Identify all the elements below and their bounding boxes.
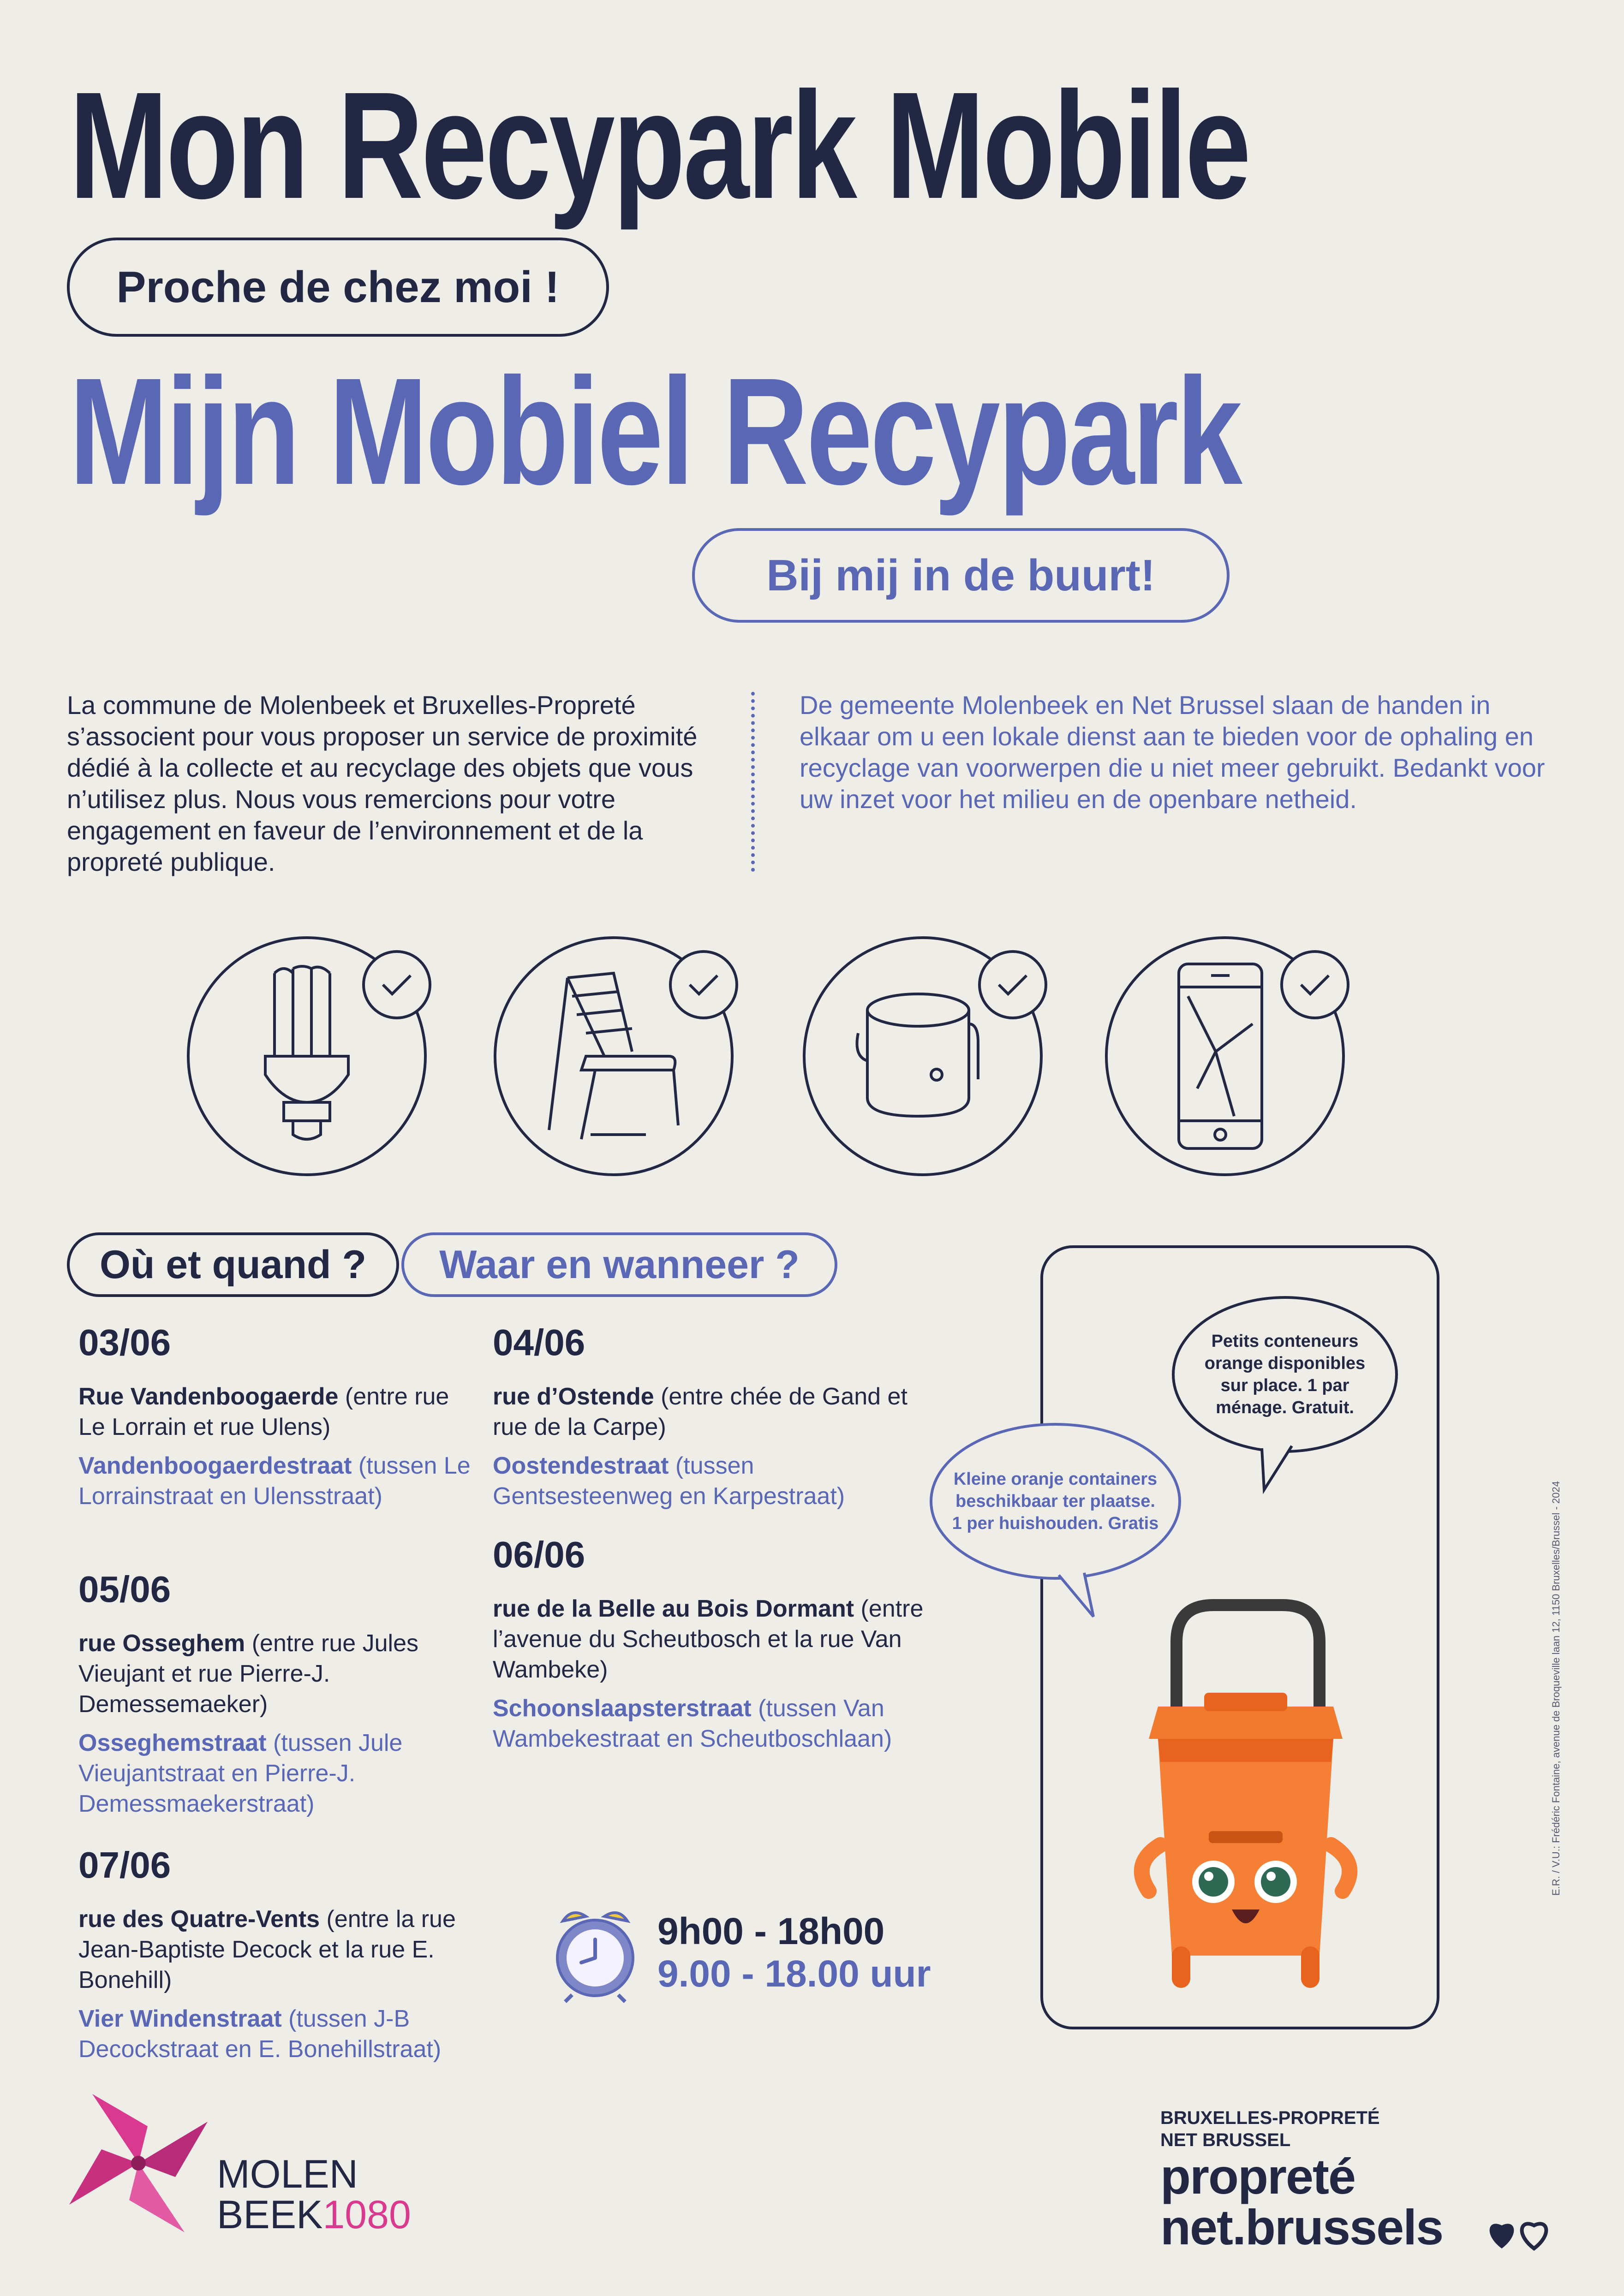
street-nl: Vier Windenstraat bbox=[78, 2005, 282, 2032]
street-fr: rue Osseghem bbox=[78, 1630, 245, 1657]
icon-paint-bucket bbox=[803, 936, 1043, 1176]
hearts-icon bbox=[1483, 2216, 1557, 2253]
molenbeek-line1: MOLEN bbox=[217, 2152, 358, 2196]
where-fr-pill: Où et quand ? bbox=[67, 1232, 399, 1297]
street-nl-detail: (tussen Van Wambekestraat en Scheutboschlaan) bbox=[493, 1695, 892, 1752]
street-fr: rue de la Belle au Bois Dormant bbox=[493, 1595, 854, 1622]
street-fr-detail: (entre rue Jules Vieujant et rue Pierre-J. Demessemaeker) bbox=[78, 1630, 418, 1718]
subtitle-fr-pill: Proche de chez moi ! bbox=[67, 238, 609, 337]
schedule-date: 06/06 bbox=[493, 1534, 585, 1575]
bp-logo-line2: NET BRUSSEL bbox=[1160, 2130, 1291, 2150]
phone-icon bbox=[1174, 959, 1266, 1153]
street-fr-detail: (entre l’avenue du Scheutbosch et la rue Van Wambeke) bbox=[493, 1595, 924, 1683]
street-nl: Schoonslaapsterstraat bbox=[493, 1695, 752, 1722]
check-icon bbox=[378, 969, 415, 1001]
bubble-tail bbox=[1260, 1444, 1296, 1494]
speech-bubble-fr: Petits conteneurs orange disponibles sur place. 1 par ménage. Gratuit. bbox=[1172, 1296, 1398, 1453]
title-fr: Mon Recypark Mobile bbox=[69, 60, 1249, 230]
bp-logo-line3: propreté bbox=[1160, 2148, 1355, 2204]
schedule-date: 05/06 bbox=[78, 1569, 171, 1610]
where-nl-pill: Waar en wanneer ? bbox=[401, 1232, 837, 1297]
schedule-item bbox=[493, 1321, 922, 1511]
bubble-tail bbox=[1057, 1570, 1098, 1621]
street-fr: rue d’Ostende bbox=[493, 1383, 654, 1410]
legal-mention: E.R. / V.U.: Frédéric Fontaine, avenue de Broqueville laan 12, 1150 Bruxelles/Brussel - 2024 bbox=[1550, 1481, 1562, 1896]
molenbeek-wordmark bbox=[217, 2154, 411, 2235]
subtitle-nl-pill: Bij mij in de buurt! bbox=[692, 528, 1230, 623]
orange-container-mascot bbox=[1116, 1587, 1375, 1993]
schedule-item bbox=[493, 1534, 945, 1754]
title-nl: Mijn Mobiel Recypark bbox=[69, 346, 1241, 516]
icon-light-bulb bbox=[187, 936, 427, 1176]
molenbeek-pinwheel-logo bbox=[65, 2089, 212, 2237]
street-fr-detail: (entre rue Le Lorrain et rue Ulens) bbox=[78, 1383, 449, 1440]
street-fr-detail: (entre la rue Jean-Baptiste Decock et la rue E. Bonehill) bbox=[78, 1906, 456, 1993]
molenbeek-line2: BEEK bbox=[217, 2193, 323, 2237]
hours-fr: 9h00 - 18h00 bbox=[657, 1910, 885, 1952]
intro-fr: La commune de Molenbeek et Bruxelles-Propreté s’associent pour vous proposer un service de proximité dédié à la collecte et au recyclage des objets que vous n’utilisez plus. Nous vous remercions pour votre engagement en faveur de l’environnement et de la propreté publique. bbox=[67, 690, 698, 876]
street-nl-detail: (tussen J-B Decockstraat en E. Bonehillstraat) bbox=[78, 2005, 442, 2063]
molenbeek-1080: 1080 bbox=[322, 2193, 411, 2237]
alarm-clock-icon bbox=[549, 1903, 641, 2004]
speech-bubble-nl: Kleine oranje containers beschikbaar ter plaatse. 1 per huishouden. Gratis bbox=[930, 1423, 1181, 1580]
street-nl: Vandenboogaerdestraat bbox=[78, 1452, 352, 1479]
street-nl-detail: (tussen Jule Vieujantstraat en Pierre-J. Demessmaekerstraat) bbox=[78, 1730, 403, 1817]
schedule-date: 03/06 bbox=[78, 1322, 171, 1363]
icon-chair bbox=[494, 936, 734, 1176]
street-nl: Oostendestraat bbox=[493, 1452, 669, 1479]
street-nl-detail: (tussen Gentsesteenweg en Karpestraat) bbox=[493, 1452, 845, 1510]
schedule-item bbox=[78, 1844, 484, 2064]
street-nl: Osseghemstraat bbox=[78, 1730, 267, 1756]
check-icon bbox=[994, 969, 1031, 1001]
bp-logo-line4: net.brussels bbox=[1160, 2199, 1443, 2255]
intro-nl: De gemeente Molenbeek en Net Brussel slaan de handen in elkaar om u een lokale dienst aan te bieden voor de ophaling en recyclage van voorwerpen die u niet meer gebruikt. Bedankt voor uw inzet voor het milieu en de openbare netheid. bbox=[800, 690, 1545, 814]
schedule-item bbox=[78, 1321, 475, 1511]
intro-divider bbox=[751, 692, 755, 872]
bp-logo-line1: BRUXELLES-PROPRETÉ bbox=[1160, 2108, 1380, 2128]
street-fr: rue des Quatre-Vents bbox=[78, 1906, 320, 1933]
check-icon bbox=[1296, 969, 1333, 1001]
street-fr: Rue Vandenboogaerde bbox=[78, 1383, 339, 1410]
street-fr-detail: (entre chée de Gand et rue de la Carpe) bbox=[493, 1383, 908, 1440]
chair-icon bbox=[540, 969, 687, 1153]
icon-phone bbox=[1105, 936, 1345, 1176]
light-bulb-icon bbox=[256, 964, 358, 1148]
check-icon bbox=[685, 969, 722, 1001]
paint-bucket-icon bbox=[854, 982, 992, 1130]
schedule-item bbox=[78, 1568, 475, 1819]
schedule-date: 04/06 bbox=[493, 1322, 585, 1363]
street-nl-detail: (tussen Le Lorrainstraat en Ulensstraat) bbox=[78, 1452, 471, 1510]
bp-logo bbox=[1160, 2107, 1443, 2253]
hours-nl: 9.00 - 18.00 uur bbox=[657, 1953, 931, 1995]
schedule-date: 07/06 bbox=[78, 1844, 171, 1886]
